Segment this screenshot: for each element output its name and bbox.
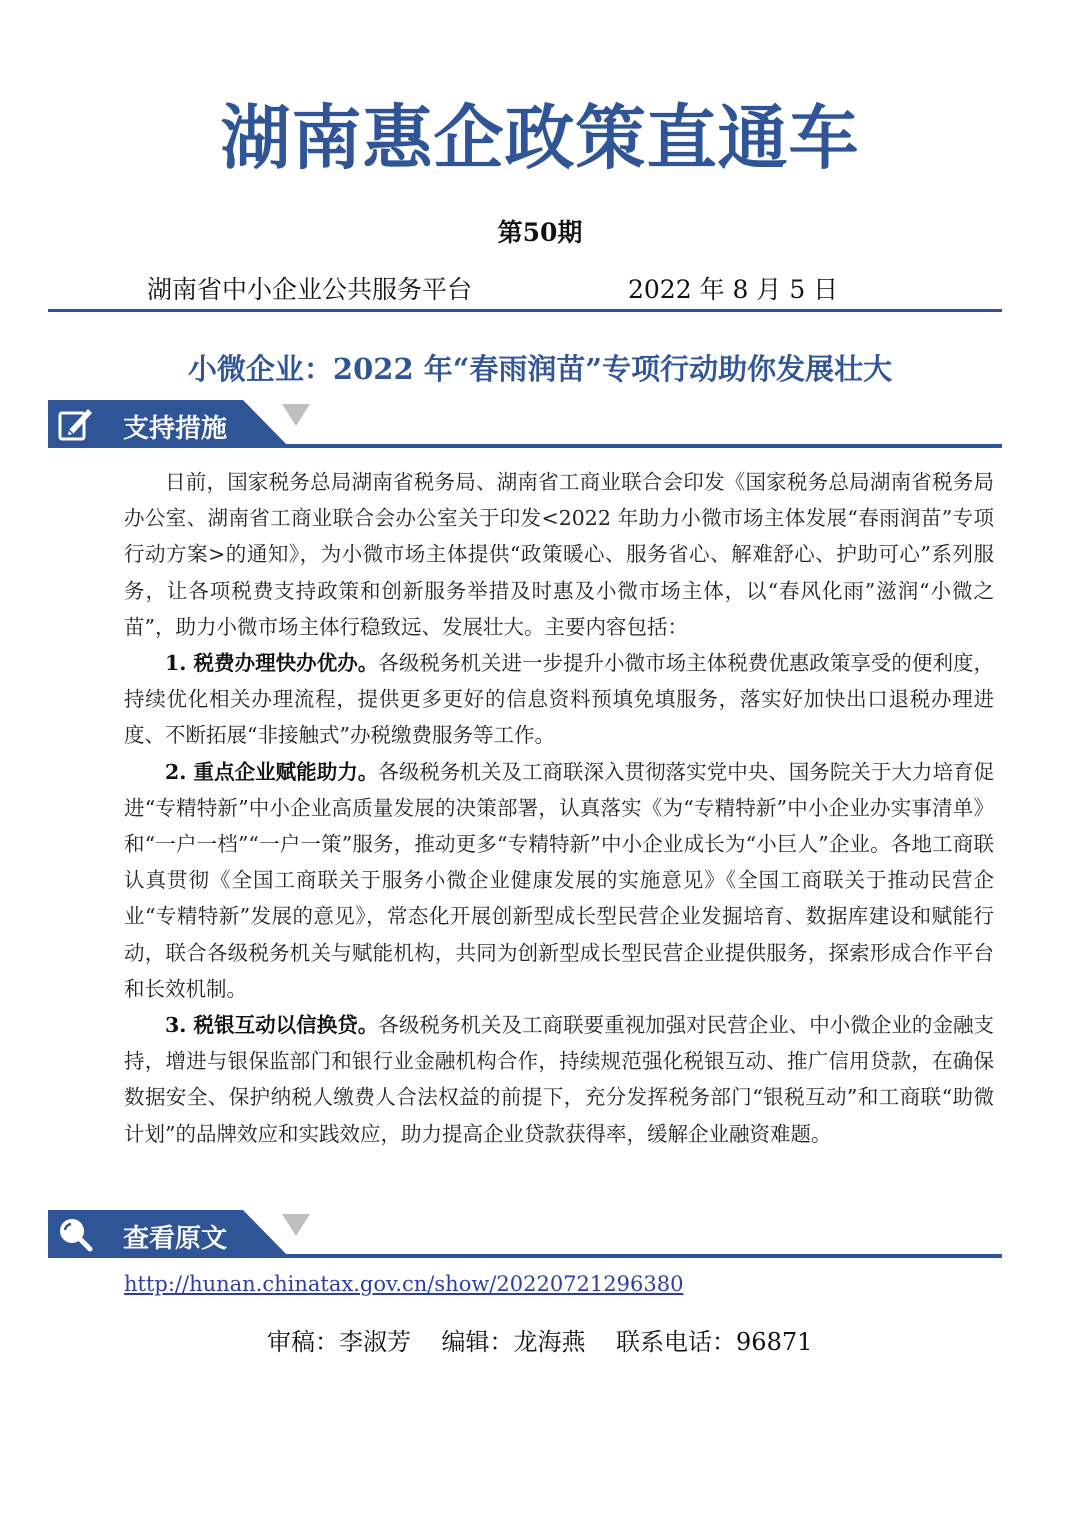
header-divider (48, 309, 1002, 312)
list-item (124, 754, 994, 1007)
publisher: 湖南省中小企业公共服务平台 (147, 275, 473, 304)
list-item (124, 1007, 994, 1152)
article-body (124, 464, 994, 1152)
article-headline: 小微企业：2022 年“春雨润苗”专项行动助你发展壮大 (187, 352, 893, 386)
item-title: 1. 税费办理快办优办。 (165, 651, 379, 676)
intro-paragraph: 日前，国家税务总局湖南省税务局、湖南省工商业联合会印发《国家税务总局湖南省税务局办公室、湖南省工商业联合会办公室关于印发<2022 年助力小微市场主体发展“春雨润苗”专项行动方案>的通知》，为小微市场主体提供“政策暖心、服务省心、解难舒心、护助可心”系列服务，让各项税费支持政策和创新服务举措及时惠及小微市场主体，以“春风化雨”滋润“小微之苗”，助力小微市场主体行稳致远、发展壮大。主要内容包括： (124, 470, 994, 639)
section-triangle-decoration (282, 1214, 310, 1236)
list-item (124, 645, 994, 754)
item-text: 各级税务机关及工商联深入贯彻落实党中央、国务院关于大力培育促进“专精特新”中小企业高质量发展的决策部署，认真落实《为“专精特新”中小企业办实事清单》和“一户一档”“一户一策”服务，推动更多“专精特新”中小企业成长为“小巨人”企业。各地工商联认真贯彻《全国工商联关于服务小微企业健康发展的实施意见》《全国工商联关于推动民营企业“专精特新”发展的意见》，常态化开展创新型成长型民营企业发掘培育、数据库建设和赋能行动，联合各级税务机关与赋能机构，共同为创新型成长型民营企业提供服务，探索形成合作平台和长效机制。 (124, 759, 995, 1001)
section-triangle-decoration (282, 404, 310, 426)
item-text: 各级税务机关进一步提升小微市场主体税费优惠政策享受的便利度，持续优化相关办理流程，提供更多更好的信息资料预填免填服务，落实好加快出口退税办理进度、不断拓展“非接触式”办税缴费服务等工作。 (124, 651, 995, 748)
source-link[interactable]: http://hunan.chinatax.gov.cn/show/20220721296380 (124, 1272, 684, 1296)
item-title: 3. 税银互动以信换贷。 (165, 1013, 379, 1038)
masthead-title: 湖南惠企政策直通车 (220, 96, 860, 179)
section-label: 支持措施 (123, 414, 228, 444)
item-text: 各级税务机关及工商联要重视加强对民营企业、中小微企业的金融支持，增进与银保监部门和银行业金融机构合作，持续规范强化税银互动、推广信用贷款，在确保数据安全、保护纳税人缴费人合法权益的前提下，充分发挥税务部门“银税互动”和工商联“助微计划”的品牌效应和实践效应，助力提高企业贷款获得率，缓解企业融资难题。 (124, 1013, 995, 1146)
publish-date: 2022 年 8 月 5 日 (628, 275, 839, 304)
editorial-credits: 审稿：李淑芳 编辑：龙海燕 联系电话：96871 (267, 1328, 813, 1356)
section-header-support (48, 400, 1002, 448)
section-label: 查看原文 (123, 1224, 228, 1254)
edit-pen-icon (54, 403, 96, 445)
search-icon (54, 1213, 96, 1255)
section-header-original (48, 1210, 1002, 1258)
item-title: 2. 重点企业赋能助力。 (165, 759, 379, 784)
issue-number: 第50期 (497, 218, 583, 247)
